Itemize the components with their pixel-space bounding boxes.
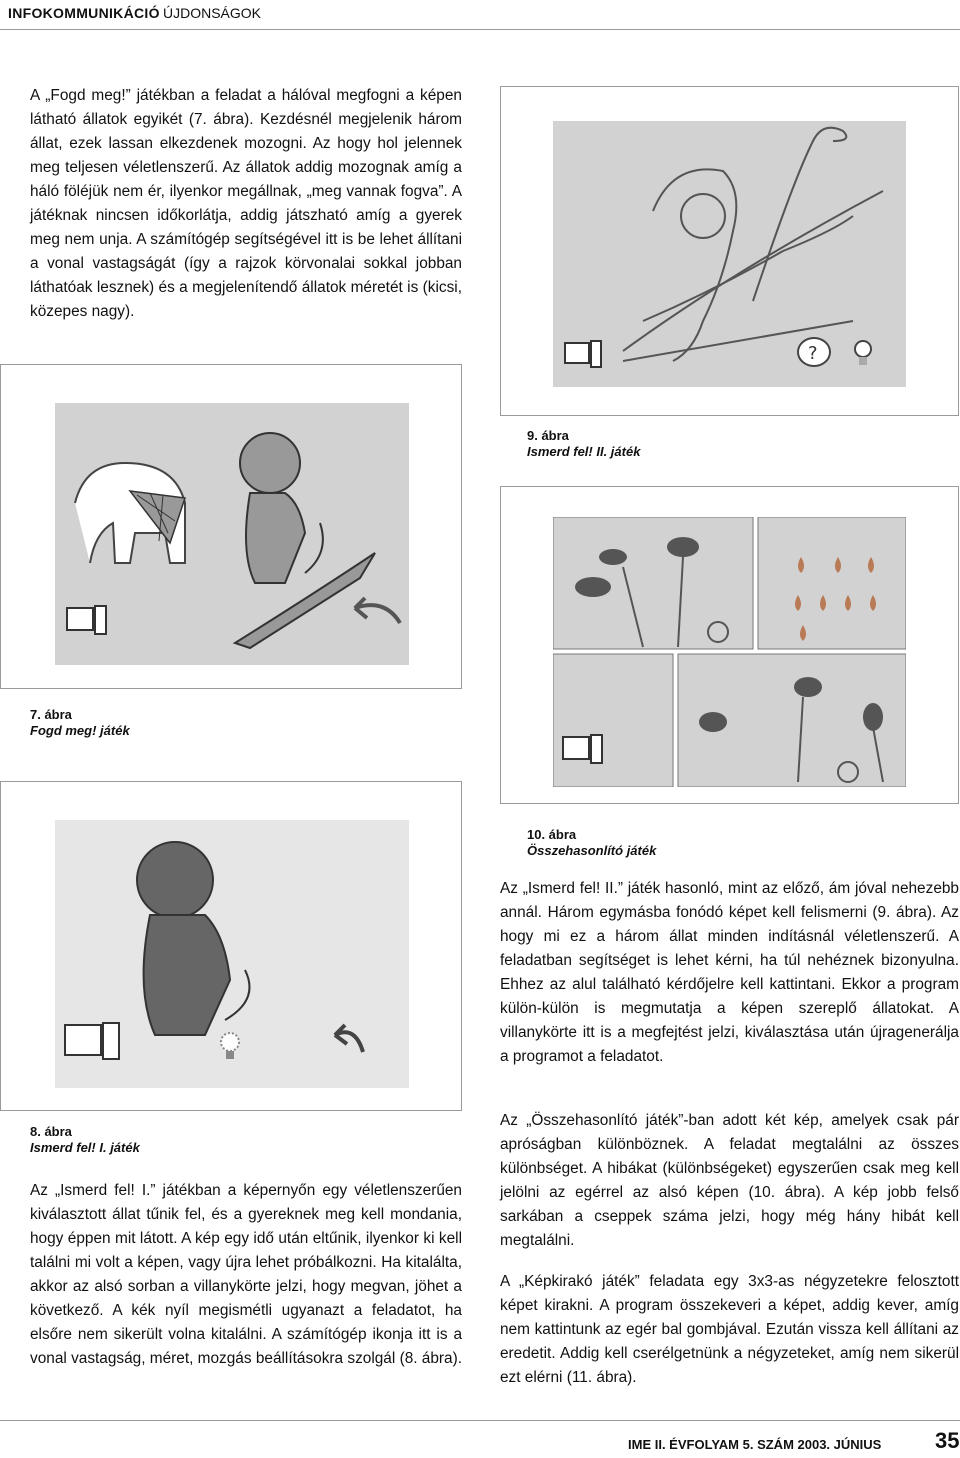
page-header [0, 0, 960, 30]
figure-9-screen [553, 121, 906, 387]
lightbulb-icon [855, 341, 871, 365]
footer-rule [0, 1420, 960, 1421]
figure-8-screen [55, 820, 409, 1088]
figure-7-screen [55, 403, 409, 665]
figure-10-screen [553, 517, 906, 787]
figure-8-frame [0, 781, 462, 1111]
paragraph-ismerd-fel-2: Az „Ismerd fel! II.” játék hasonló, mint az előző, ám jóval nehezebb annál. Három egymásba fonódó képet kell felismerni (9. ábra). Az hogy mi ez a három állat minden indításnál véletlenszerű. A feladatban segítséget is lehet kérni, ha túl nehéznek bizonyulna. Ehhez az alul található kérdőjelre kell kattintani. Ekkor a program külön-külön is megmutatja a képen szereplő állatokat. A villanykörte itt is a megfejtést jelzi, kiválasztása után újragenerálja a programot a feladatot. [500, 880, 959, 1065]
figure-10-illustration [553, 517, 906, 787]
figure-9-number: 9. ábra [527, 428, 569, 443]
figure-8-illustration [55, 820, 409, 1088]
paragraph-osszehasonlito: Az „Összehasonlító játék”-ban adott két kép, amelyek csak pár apróságban különböznek. A feladat megtalálni az összes különbséget. A hibákat (különbségeket) egyszerűen csak meg kell jelölni az egérrel az alsó képen (10. ábra). A kép jobb felső sarkában a cseppek száma jelzi, hogy még hány hibát kell megtalálni. [500, 1112, 959, 1249]
paragraph-fogd-meg: A „Fogd meg!” játékban a feladat a hálóval megfogni a képen látható állatok egyikét (7. ábra). Kezdésnél megjelenik három állat, ezek lassan elkezdenek mozogni. Az hogy hol jelennek meg teljesen véletlenszerű. Az állatok addig mozognak amíg a háló föléjük nem ér, ilyenkor megállnak, „meg vannak fogva”. A játéknak nincsen időkorlátja, addig játszható amíg a gyerek meg nem unja. A számítógép segítségével itt is be lehet állítani a vonal vastagságát (így a rajzok körvonalai sokkal jobban láthatóak lesznek) és a megjelenítendő állatok méretét is (kicsi, közepes nagy). [30, 87, 462, 320]
figure-7-title: Fogd meg! játék [30, 723, 130, 738]
figure-10-number: 10. ábra [527, 827, 577, 842]
header-rule [0, 29, 960, 30]
subsection-title: ÚJDONSÁGOK [163, 5, 262, 21]
figure-8-number: 8. ábra [30, 1124, 72, 1139]
drop-counter-panel [758, 517, 906, 649]
computer-icon [65, 1023, 119, 1059]
figure-7-caption [30, 707, 130, 739]
page-footer [0, 1420, 960, 1458]
paragraph-ismerd-fel-1: Az „Ismerd fel! I.” játékban a képernyőn egy véletlenszerűen kiválasztott állat tűnik fel, és a gyereknek meg kell mondania, hogy éppen mit látott. A kép egy idő után eltűnik, ilyenkor ki kell találni mi volt a képen, vagy újra lehet próbálkozni. Ha kitalálta, akkor az alsó sorban a villanykörte jelzi, hogy megvan, jöhet a következő. A kék nyíl megismétli ugyanazt a feladatot, ha elsőre nem sikerült volna kitalálni. A számítógép ikonja itt is a vonal vastagság, méret, mozgás beállításokra szolgál (8. ábra). [30, 1182, 463, 1367]
page-number: 35 [935, 1428, 960, 1453]
computer-icon [565, 341, 601, 367]
blue-arrow-icon [335, 1025, 363, 1052]
paragraph-kepkirako: A „Képkirakó játék” feladata egy 3x3-as négyzetekre felosztott képet kirakni. A program összekeveri a képet, addig kever, amíg nem kattintunk az egér bal gombjával. Ezután vissza kell állítani az eredetit. Addig kell cserélgetnünk a négyzeteket, amíg nem sikerül ezt elérni (11. ábra). [500, 1273, 959, 1386]
section-title: INFOKOMMUNIKÁCIÓ [8, 5, 160, 21]
monkey-outline [653, 169, 736, 361]
figure-7-illustration [55, 403, 409, 665]
figure-10-title: Összehasonlító játék [527, 843, 657, 858]
svg-text:?: ? [808, 343, 818, 364]
computer-icon [563, 735, 602, 763]
question-bubble-icon [798, 338, 830, 366]
snake-outline [753, 128, 846, 301]
figure-7-number: 7. ábra [30, 707, 72, 722]
figure-9-title: Ismerd fel! II. játék [527, 444, 641, 459]
figure-9-frame [500, 86, 959, 416]
figure-8-caption [30, 1124, 140, 1156]
figure-9-illustration [553, 121, 906, 387]
figure-8-title: Ismerd fel! I. játék [30, 1140, 140, 1155]
lion-outline [137, 842, 250, 1035]
journal-issue: IME II. ÉVFOLYAM 5. SZÁM 2003. JÚNIUS [628, 1437, 882, 1452]
lion-outline [240, 433, 323, 583]
computer-icon [67, 606, 106, 634]
figure-7-frame [0, 364, 462, 689]
figure-10-frame [500, 486, 959, 804]
figure-9-caption [527, 428, 640, 460]
blue-arrow-icon [355, 598, 400, 623]
crocodile-outline [623, 191, 883, 351]
figure-10-caption [527, 827, 656, 859]
lightbulb-icon [221, 1033, 239, 1059]
